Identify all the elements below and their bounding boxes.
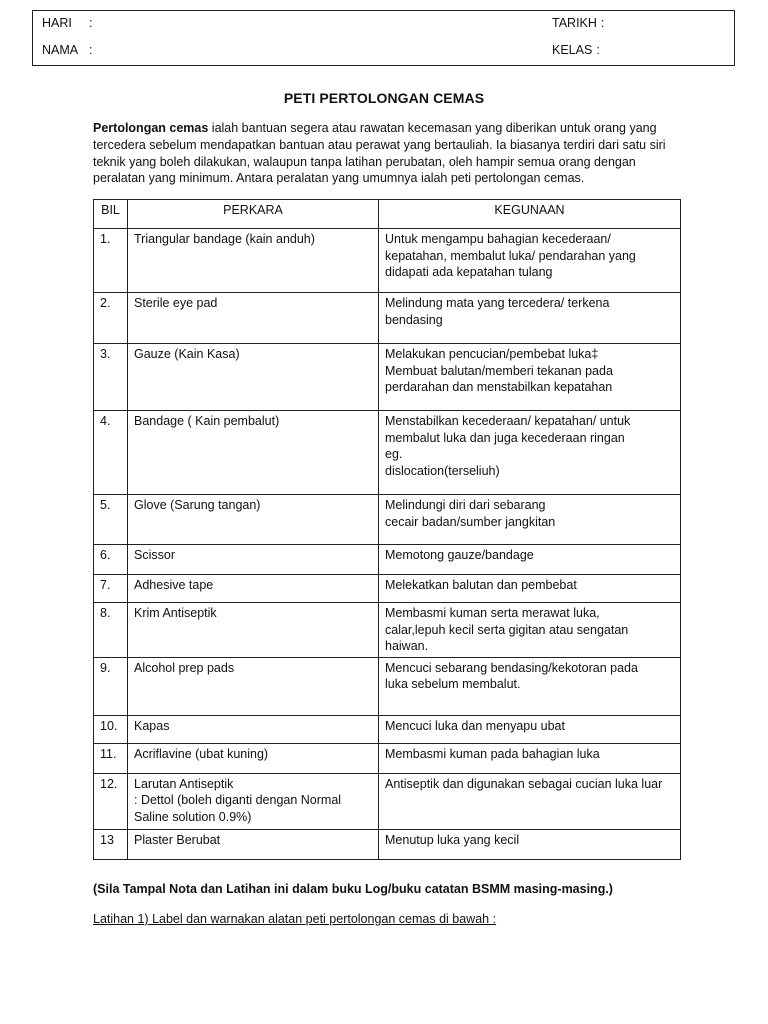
nama-field [42,43,92,57]
cell-perkara [128,743,379,773]
cell-perkara [128,293,379,344]
kegunaan-line: didapati ada kepatahan tulang [385,265,553,280]
cell-kegunaan [379,773,681,829]
cell-kegunaan [379,229,681,293]
perkara-line: Krim Antiseptik [134,606,217,620]
cell-bil: 13 [94,829,128,859]
intro-text: ialah bantuan segera atau rawatan kecemasan yang diberikan untuk orang yang tercedera sebelum mendapatkan bantuan atau perawat yang bertauliah. Ia biasanya terdiri dari satu siri teknik yang boleh dilakukan, walaupun tanpa latihan perubatan, oleh hampir semua orang dengan peralatan yang minimum. Antara peralatan yang umumnya ialah peti pertolongan cemas. [93,121,666,186]
cell-kegunaan [379,545,681,575]
table-body [94,229,681,860]
nama-colon: : [89,43,93,57]
cell-kegunaan [379,575,681,603]
perkara-line: Gauze (Kain Kasa) [134,347,240,361]
cell-bil: 5. [94,495,128,545]
kelas-label: KELAS [552,43,593,57]
kegunaan-line: Mencuci luka dan menyapu ubat [385,718,565,733]
kegunaan-line: Untuk mengampu bahagian kecederaan/ [385,232,611,246]
kelas-colon: : [596,43,600,57]
kegunaan-line: Menutup luka yang kecil [385,832,520,847]
kegunaan-line: Antiseptik dan digunakan sebagai cucian luka luar [385,776,663,791]
table-row [94,715,681,743]
kegunaan-line: calar,lepuh kecil serta gigitan atau sengatan [385,622,629,637]
cell-kegunaan [379,657,681,715]
kegunaan-line: Melekatkan balutan dan pembebat [385,578,577,592]
kegunaan-line: Memotong gauze/bandage [385,548,534,562]
nama-label: NAMA [42,43,79,57]
cell-kegunaan [379,495,681,545]
cell-kegunaan [379,743,681,773]
kegunaan-line: membalut luka dan juga kecederaan ringan [385,430,625,445]
perkara-line: Adhesive tape [134,578,214,592]
perkara-line: Acriflavine (ubat kuning) [134,746,269,761]
cell-perkara [128,545,379,575]
cell-perkara [128,229,379,293]
cell-bil: 9. [94,657,128,715]
perkara-line: Sterile eye pad [134,296,218,310]
kegunaan-line: kepatahan, membalut luka/ pendarahan yang [385,248,636,263]
perkara-line: Plaster Berubat [134,832,221,847]
table-row [94,657,681,715]
intro-paragraph [93,120,683,187]
perkara-line: Kapas [134,718,170,733]
cell-bil: 2. [94,293,128,344]
hari-field [42,16,92,30]
cell-kegunaan [379,829,681,859]
kelas-field [552,43,600,57]
kegunaan-line: bendasing [385,312,443,327]
hari-label: HARI [42,16,72,30]
cell-perkara [128,411,379,495]
perkara-line: Triangular bandage (kain anduh) [134,232,315,246]
table-row [94,293,681,344]
kegunaan-line: Melakukan pencucian/pembebat luka‡ [385,347,599,361]
cell-perkara [128,344,379,411]
cell-kegunaan [379,411,681,495]
header-perkara: PERKARA [128,200,379,229]
cell-bil: 12. [94,773,128,829]
tarikh-field [552,16,604,30]
student-info-box [32,10,735,66]
table-row [94,575,681,603]
tarikh-colon: : [600,16,605,30]
header-kegunaan: KEGUNAAN [379,200,681,229]
tarikh-label: TARIKH [552,16,597,30]
perkara-line: Larutan Antiseptik [134,776,234,791]
cell-kegunaan [379,715,681,743]
table-row [94,229,681,293]
table-row [94,829,681,859]
table-row [94,603,681,658]
table-row [94,545,681,575]
cell-bil: 3. [94,344,128,411]
perkara-line: : Dettol (boleh diganti dengan Normal [134,793,342,808]
cell-perkara [128,657,379,715]
perkara-line: Alcohol prep pads [134,660,235,675]
kegunaan-line: cecair badan/sumber jangkitan [385,514,556,529]
kegunaan-line: Membasmi kuman pada bahagian luka [385,746,600,761]
kegunaan-line: Menstabilkan kecederaan/ kepatahan/ untuk [385,414,631,428]
cell-perkara [128,773,379,829]
table-row [94,743,681,773]
kegunaan-line: haiwan. [385,639,429,654]
cell-bil: 10. [94,715,128,743]
table-row [94,411,681,495]
cell-kegunaan [379,603,681,658]
perkara-line: Glove (Sarung tangan) [134,498,261,512]
cell-bil: 8. [94,603,128,658]
kegunaan-line: perdarahan dan menstabilkan kepatahan [385,380,613,395]
kegunaan-line: Melindungi diri dari sebarang [385,498,546,512]
kegunaan-line: luka sebelum membalut. [385,677,521,692]
table-header-row [94,200,681,229]
cell-bil: 4. [94,411,128,495]
kegunaan-line: Mencuci sebarang bendasing/kekotoran pada [385,660,638,675]
cell-bil: 7. [94,575,128,603]
table-row [94,495,681,545]
exercise-instruction: Latihan 1) Label dan warnakan alatan peti pertolongan cemas di bawah : [93,912,497,926]
cell-perkara [128,495,379,545]
kegunaan-line: Membuat balutan/memberi tekanan pada [385,363,613,378]
cell-perkara [128,829,379,859]
kegunaan-line: eg. [385,447,403,462]
hari-colon: : [89,16,93,30]
cell-bil: 6. [94,545,128,575]
table-row [94,344,681,411]
kegunaan-line: Membasmi kuman serta merawat luka, [385,606,600,620]
header-bil: BIL [94,200,128,229]
kegunaan-line: dislocation(terseliuh) [385,463,500,478]
perkara-line: Bandage ( Kain pembalut) [134,414,280,428]
cell-perkara [128,575,379,603]
cell-bil: 1. [94,229,128,293]
table-row [94,773,681,829]
intro-bold-term: Pertolongan cemas [93,121,209,135]
cell-perkara [128,603,379,658]
perkara-line: Saline solution 0.9%) [134,809,252,824]
cell-perkara [128,715,379,743]
cell-bil: 11. [94,743,128,773]
page-title: PETI PERTOLONGAN CEMAS [283,90,485,106]
note-instruction: (Sila Tampal Nota dan Latihan ini dalam buku Log/buku catatan BSMM masing-masing.) [93,882,613,896]
cell-kegunaan [379,344,681,411]
first-aid-kit-table [93,199,681,860]
cell-kegunaan [379,293,681,344]
kegunaan-line: Melindung mata yang tercedera/ terkena [385,296,610,310]
perkara-line: Scissor [134,548,175,562]
